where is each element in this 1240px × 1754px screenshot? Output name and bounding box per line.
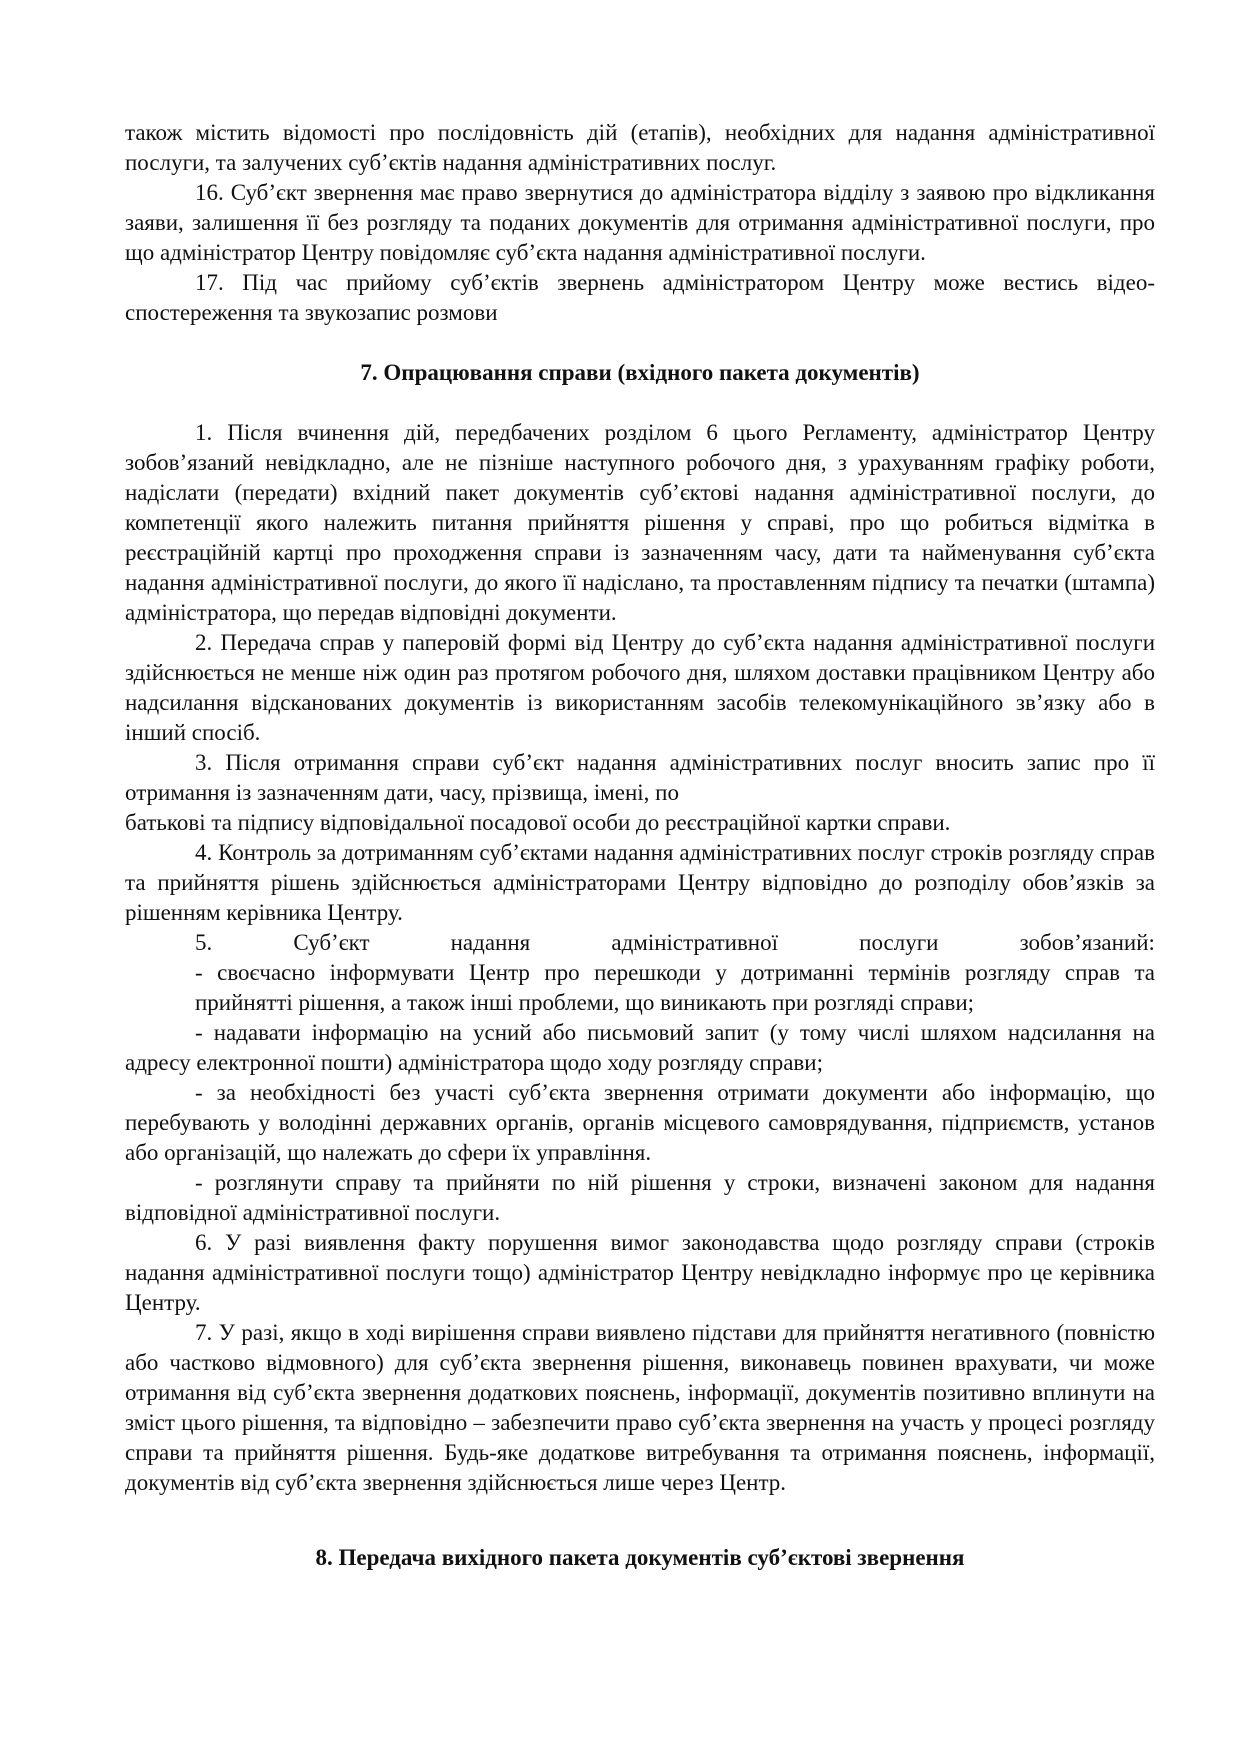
section-7-paragraph-4: 4. Контроль за дотриманням суб’єктами надання адміністративних послуг строків розгляду справ та прийняття рішень здійснюється адміністраторами Центру відповідно до розподілу обов’язків за рішенням керівника Центру. <box>125 840 1155 925</box>
section-7-paragraph-1: 1. Після вчинення дій, передбачених розділом 6 цього Регламенту, адміністратор Центру зобов’язаний невідкладно, але не пізніше наступного робочого дня, з урахуванням графіку роботи, надіслати (передати) вхідний пакет документів суб’єктові надання адміністративної послуги, до компетенції якого належить питання прийняття рішення у справі, про що робиться відмітка в реєстраційній картці про проходження справи із зазначенням часу, дати та найменування суб’єкта надання адміністративної послуги, до якого її надіслано, та проставленням підпису та печатки (штампа) адміністратора, що передав відповідні документи. <box>125 420 1155 625</box>
p5-word: адміністративної <box>611 930 779 955</box>
paragraph-16: 16. Суб’єкт звернення має право звернутися до адміністратора відділу з заявою про відкликання заяви, залишення її без розгляду та поданих документів для отримання адміністративної послуги, про що адміністратор Центру повідомляє суб’єкта надання адміністративної послуги. <box>125 180 1155 265</box>
section-7-paragraph-3b: батькові та підпису відповідальної посадової особи до реєстраційної картки справи. <box>125 810 951 835</box>
section-7-heading: 7. Опрацювання справи (вхідного пакета документів) <box>360 360 920 385</box>
section-7-paragraph-3a: 3. Після отримання справи суб’єкт надання адміністративних послуг вносить запис про її отримання із зазначенням дати, часу, прізвища, імені, по <box>125 750 1155 805</box>
section-7-paragraph-7: 7. У разі, якщо в ході вирішення справи виявлено підстави для прийняття негативного (повністю або частково відмовного) для суб’єкта звернення рішення, виконавець повинен врахувати, чи може отримання від суб’єкта звернення додаткових пояснень, інформації, документів позитивно вплинути на зміст цього рішення, та відповідно – забезпечити право суб’єкта звернення на участь у процесі розгляду справи та прийняття рішення. Будь-яке додаткове витребування та отримання пояснень, інформації, документів від суб’єкта звернення здійснюється лише через Центр. <box>125 1320 1155 1495</box>
list-item: - надавати інформацію на усний або письмовий запит (у тому числі шляхом надсилання на адресу електронної пошти) адміністратора щодо ходу розгляду справи; <box>125 1020 1155 1075</box>
p5-word: зобов’язаний: <box>1019 930 1155 955</box>
section-7-paragraph-6: 6. У разі виявлення факту порушення вимог законодавства щодо розгляду справи (строків надання адміністративної послуги тощо) адміністратор Центру невідкладно інформує про це керівника Центру. <box>125 1230 1155 1315</box>
paragraph-17: 17. Під час прийому суб’єктів звернень адміністратором Центру може вестись відео-спостереження та звукозапис розмови <box>125 270 1155 325</box>
section-8-heading: 8. Передача вихідного пакета документів суб’єктові звернення <box>315 1545 965 1570</box>
document-page <box>125 118 1155 1573</box>
p5-word: послуги <box>859 930 939 955</box>
paragraph-continued: також містить відомості про послідовність дій (етапів), необхідних для надання адміністративної послуги, та залучених суб’єктів надання адміністративних послуг. <box>125 120 1155 175</box>
list-item: - за необхідності без участі суб’єкта звернення отримати документи або інформацію, що перебувають у володінні державних органів, органів місцевого самоврядування, підприємств, установ або організацій, що належать до сфери їх управління. <box>125 1080 1155 1165</box>
p5-word: надання <box>450 930 531 955</box>
p5-word: Суб’єкт <box>293 930 370 955</box>
section-7-paragraph-5-lead <box>125 928 1155 958</box>
list-item: - своєчасно інформувати Центр про перешкоди у дотриманні термінів розгляду справ та прийнятті рішення, а також інші проблеми, що виникають при розгляді справи; <box>195 960 1155 1015</box>
list-item: - розглянути справу та прийняти по ній рішення у строки, визначені законом для надання відповідної адміністративної послуги. <box>125 1170 1155 1225</box>
section-7-paragraph-2: 2. Передача справ у паперовій формі від Центру до суб’єкта надання адміністративної послуги здійснюється не менше ніж один раз протягом робочого дня, шляхом доставки працівником Центру або надсилання відсканованих документів із використанням засобів телекомунікаційного зв’язку або в інший спосіб. <box>125 630 1155 745</box>
p5-word: 5. <box>195 930 213 955</box>
